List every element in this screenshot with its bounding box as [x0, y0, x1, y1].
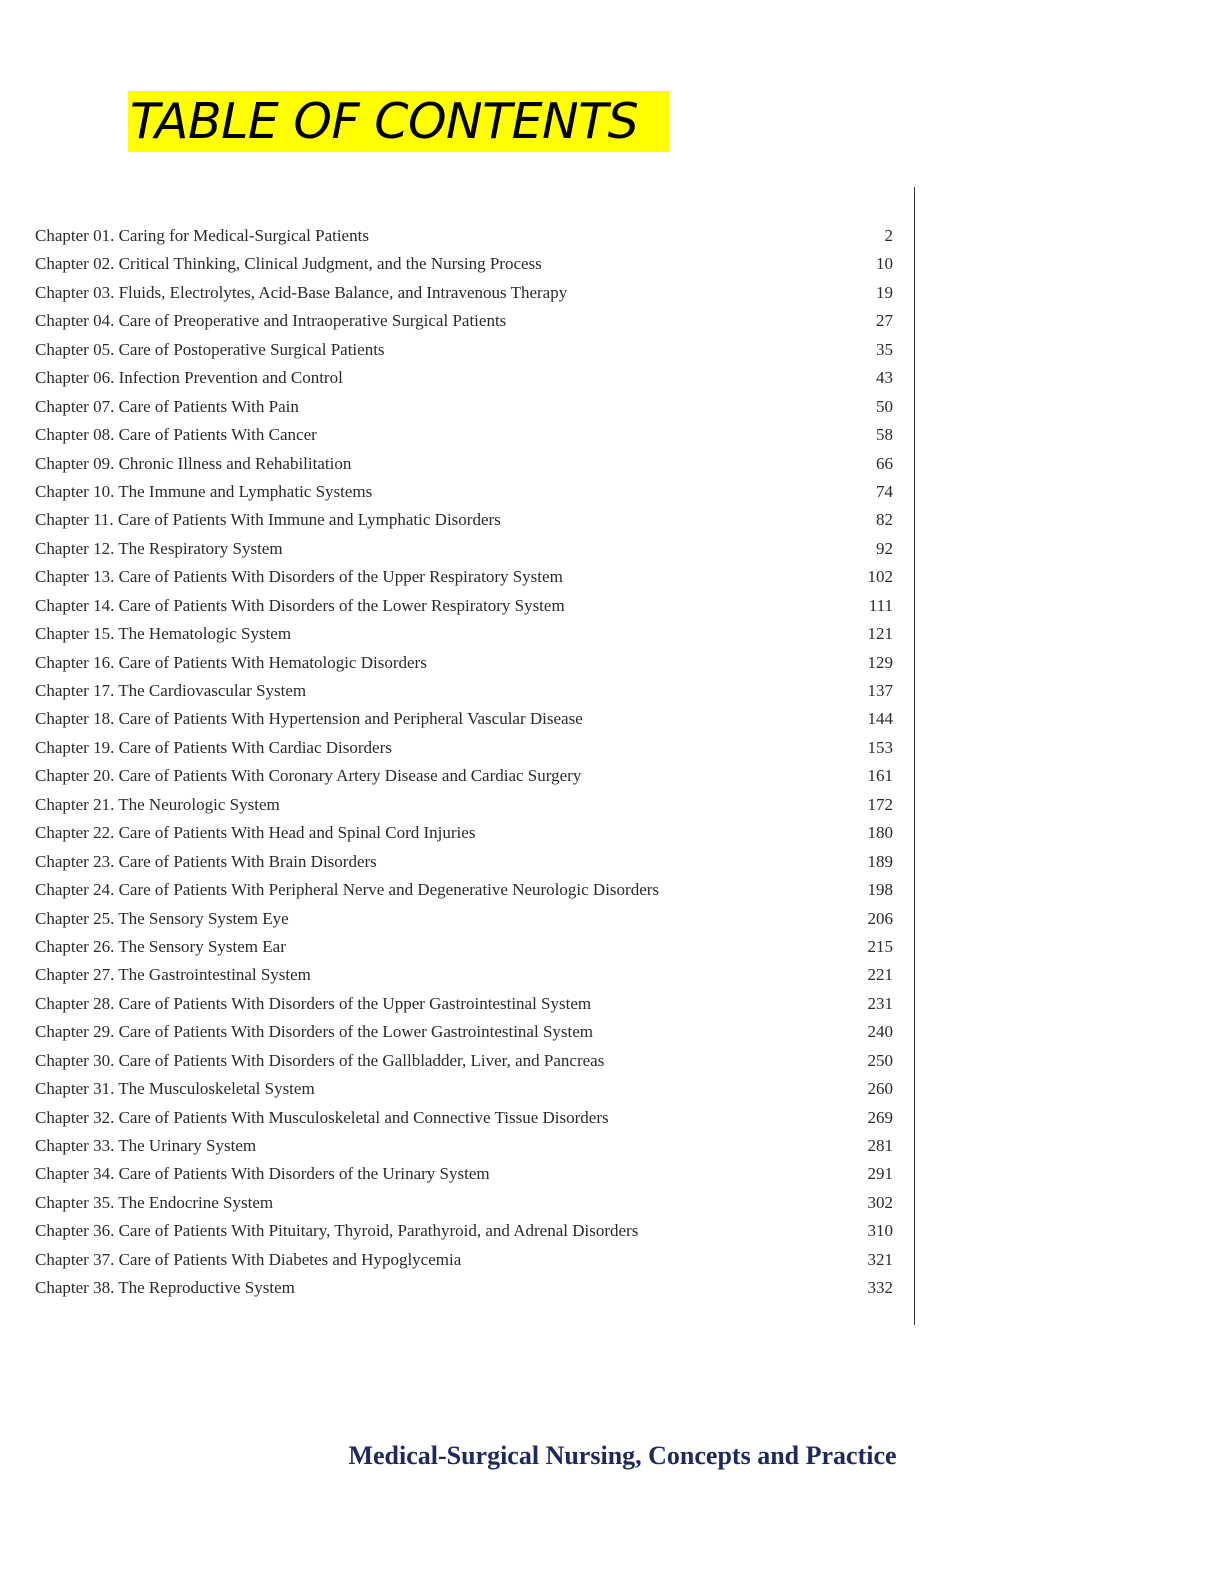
toc-entry-label: Chapter 21. The Neurologic System — [35, 794, 280, 814]
toc-entry — [35, 705, 893, 733]
toc-entry — [35, 393, 893, 421]
toc-entry-page-number: 302 — [867, 1192, 893, 1212]
toc-entry-page-number: 310 — [867, 1221, 893, 1241]
toc-entry-page-number: 144 — [867, 709, 893, 729]
toc-entry-label: Chapter 02. Critical Thinking, Clinical Judgment, and the Nursing Process — [35, 254, 542, 274]
toc-entry-page-number: 121 — [867, 624, 893, 644]
toc-entry-label: Chapter 12. The Respiratory System — [35, 538, 283, 558]
toc-entry-page-number: 332 — [867, 1278, 893, 1298]
toc-entry-page-number: 35 — [876, 339, 893, 359]
toc-entry-page-number: 74 — [876, 481, 893, 501]
toc-entry-page-number: 66 — [876, 453, 893, 473]
toc-entry-page-number: 172 — [867, 794, 893, 814]
toc-entry-page-number: 260 — [867, 1079, 893, 1099]
toc-entry-label: Chapter 11. Care of Patients With Immune and Lymphatic Disorders — [35, 510, 501, 530]
toc-entry — [35, 307, 893, 335]
toc-entry-page-number: 10 — [876, 254, 893, 274]
toc-entry-page-number: 111 — [868, 595, 893, 615]
toc-entry-page-number: 198 — [867, 880, 893, 900]
toc-entry-label: Chapter 23. Care of Patients With Brain Disorders — [35, 851, 377, 871]
toc-entry-page-number: 240 — [867, 1022, 893, 1042]
toc-entry — [35, 791, 893, 819]
toc-entry-page-number: 161 — [867, 766, 893, 786]
toc-entry — [35, 421, 893, 449]
toc-entry-label: Chapter 25. The Sensory System Eye — [35, 908, 289, 928]
toc-entry-page-number: 281 — [867, 1136, 893, 1155]
toc-entry — [35, 592, 893, 620]
toc-entry-label: Chapter 34. Care of Patients With Disorders of the Urinary System — [35, 1164, 490, 1184]
toc-entry — [35, 222, 893, 250]
toc-entry-label: Chapter 01. Caring for Medical-Surgical Patients — [35, 226, 369, 245]
toc-entry-label: Chapter 26. The Sensory System Ear — [35, 936, 286, 956]
toc-entry — [35, 535, 893, 563]
toc-entry-page-number: 19 — [876, 282, 893, 302]
toc-entry-label: Chapter 16. Care of Patients With Hematologic Disorders — [35, 652, 427, 672]
toc-entry — [35, 876, 893, 904]
toc-entry — [35, 961, 893, 989]
toc-entry — [35, 1246, 893, 1274]
toc-entry-label: Chapter 37. Care of Patients With Diabetes and Hypoglycemia — [35, 1249, 462, 1269]
toc-entry-page-number: 92 — [876, 538, 893, 558]
toc-entry-label: Chapter 03. Fluids, Electrolytes, Acid-Base Balance, and Intravenous Therapy — [35, 282, 568, 302]
toc-entry — [35, 649, 893, 677]
toc-entry — [35, 450, 893, 478]
toc-entry-label: Chapter 08. Care of Patients With Cancer — [35, 425, 317, 445]
page-title: TABLE OF CONTENTS — [128, 91, 669, 152]
toc-entry-label: Chapter 22. Care of Patients With Head and Spinal Cord Injuries — [35, 823, 476, 843]
toc-entry — [35, 1217, 893, 1245]
toc-entry-page-number: 180 — [867, 823, 893, 843]
toc-entry-label: Chapter 33. The Urinary System — [35, 1136, 257, 1155]
toc-entry-label: Chapter 06. Infection Prevention and Control — [35, 368, 343, 388]
toc-entry-page-number: 189 — [867, 851, 893, 871]
toc-entry — [35, 933, 893, 961]
toc-entry — [35, 279, 893, 307]
toc-entry — [35, 506, 893, 534]
toc-entry-page-number: 58 — [876, 425, 893, 445]
toc-entry-page-number: 291 — [867, 1164, 893, 1184]
toc-entry — [35, 734, 893, 762]
toc-entry-label: Chapter 29. Care of Patients With Disorders of the Lower Gastrointestinal System — [35, 1022, 594, 1042]
toc-entry-label: Chapter 27. The Gastrointestinal System — [35, 965, 311, 985]
toc-entry — [35, 1075, 893, 1103]
toc-entry — [35, 905, 893, 933]
toc-entry — [35, 620, 893, 648]
toc-entry — [35, 1189, 893, 1217]
toc-entry — [35, 1132, 893, 1160]
toc-entry — [35, 762, 893, 790]
toc-entry — [35, 250, 893, 278]
toc-entry-page-number: 102 — [867, 567, 893, 587]
toc-entry-page-number: 250 — [867, 1050, 893, 1070]
toc-entry-label: Chapter 09. Chronic Illness and Rehabilitation — [35, 453, 352, 473]
toc-entry-label: Chapter 15. The Hematologic System — [35, 624, 292, 644]
toc-entry-label: Chapter 13. Care of Patients With Disorders of the Upper Respiratory System — [35, 567, 563, 587]
toc-entry — [35, 990, 893, 1018]
toc-entry-label: Chapter 10. The Immune and Lymphatic Systems — [35, 481, 373, 501]
toc-entry-label: Chapter 20. Care of Patients With Coronary Artery Disease and Cardiac Surgery — [35, 766, 582, 786]
toc-entry-label: Chapter 32. Care of Patients With Musculoskeletal and Connective Tissue Disorders — [35, 1107, 609, 1127]
toc-entry — [35, 1047, 893, 1075]
vertical-divider — [914, 187, 915, 1325]
toc-entry-page-number: 269 — [867, 1107, 893, 1127]
toc-entry-label: Chapter 24. Care of Patients With Peripheral Nerve and Degenerative Neurologic Disorders — [35, 880, 660, 900]
toc-entry-label: Chapter 30. Care of Patients With Disorders of the Gallbladder, Liver, and Pancreas — [35, 1050, 605, 1070]
toc-entry-label: Chapter 07. Care of Patients With Pain — [35, 396, 299, 416]
document-footer-title: Medical-Surgical Nursing, Concepts and Practice — [348, 1441, 897, 1470]
toc-entry-label: Chapter 31. The Musculoskeletal System — [35, 1079, 315, 1099]
toc-entry-page-number: 43 — [876, 368, 893, 388]
toc-entry-page-number: 321 — [867, 1249, 893, 1269]
toc-entry-page-number: 129 — [867, 652, 893, 672]
toc-entry-page-number: 153 — [867, 737, 893, 757]
toc-entry — [35, 563, 893, 591]
toc-entry — [35, 819, 893, 847]
toc-entry — [35, 1274, 893, 1302]
toc-entry — [35, 478, 893, 506]
toc-entry-page-number: 2 — [884, 226, 893, 245]
toc-entry-label: Chapter 04. Care of Preoperative and Intraoperative Surgical Patients — [35, 311, 507, 331]
toc-entry-page-number: 50 — [876, 396, 893, 416]
toc-entry — [35, 364, 893, 392]
toc-entry — [35, 1104, 893, 1132]
toc-entry-page-number: 206 — [867, 908, 893, 928]
toc-entry — [35, 1018, 893, 1046]
toc-entry-page-number: 231 — [867, 993, 893, 1013]
toc-entry-label: Chapter 35. The Endocrine System — [35, 1192, 274, 1212]
toc-entry — [35, 848, 893, 876]
table-of-contents — [35, 222, 893, 1303]
toc-entry-label: Chapter 05. Care of Postoperative Surgical Patients — [35, 339, 385, 359]
toc-entry — [35, 677, 893, 705]
toc-entry — [35, 336, 893, 364]
toc-entry-page-number: 137 — [867, 681, 893, 700]
toc-entry — [35, 1160, 893, 1188]
toc-entry-label: Chapter 17. The Cardiovascular System — [35, 681, 307, 700]
toc-entry-page-number: 221 — [867, 965, 893, 985]
toc-entry-label: Chapter 14. Care of Patients With Disorders of the Lower Respiratory System — [35, 595, 565, 615]
toc-entry-label: Chapter 28. Care of Patients With Disorders of the Upper Gastrointestinal System — [35, 993, 592, 1013]
toc-entry-page-number: 215 — [867, 936, 893, 956]
toc-entry-page-number: 27 — [876, 311, 893, 331]
toc-entry-label: Chapter 18. Care of Patients With Hypertension and Peripheral Vascular Disease — [35, 709, 583, 729]
toc-entry-label: Chapter 36. Care of Patients With Pituitary, Thyroid, Parathyroid, and Adrenal Disorders — [35, 1221, 639, 1241]
toc-entry-page-number: 82 — [876, 510, 893, 530]
toc-entry-label: Chapter 38. The Reproductive System — [35, 1278, 295, 1298]
toc-entry-label: Chapter 19. Care of Patients With Cardiac Disorders — [35, 737, 392, 757]
